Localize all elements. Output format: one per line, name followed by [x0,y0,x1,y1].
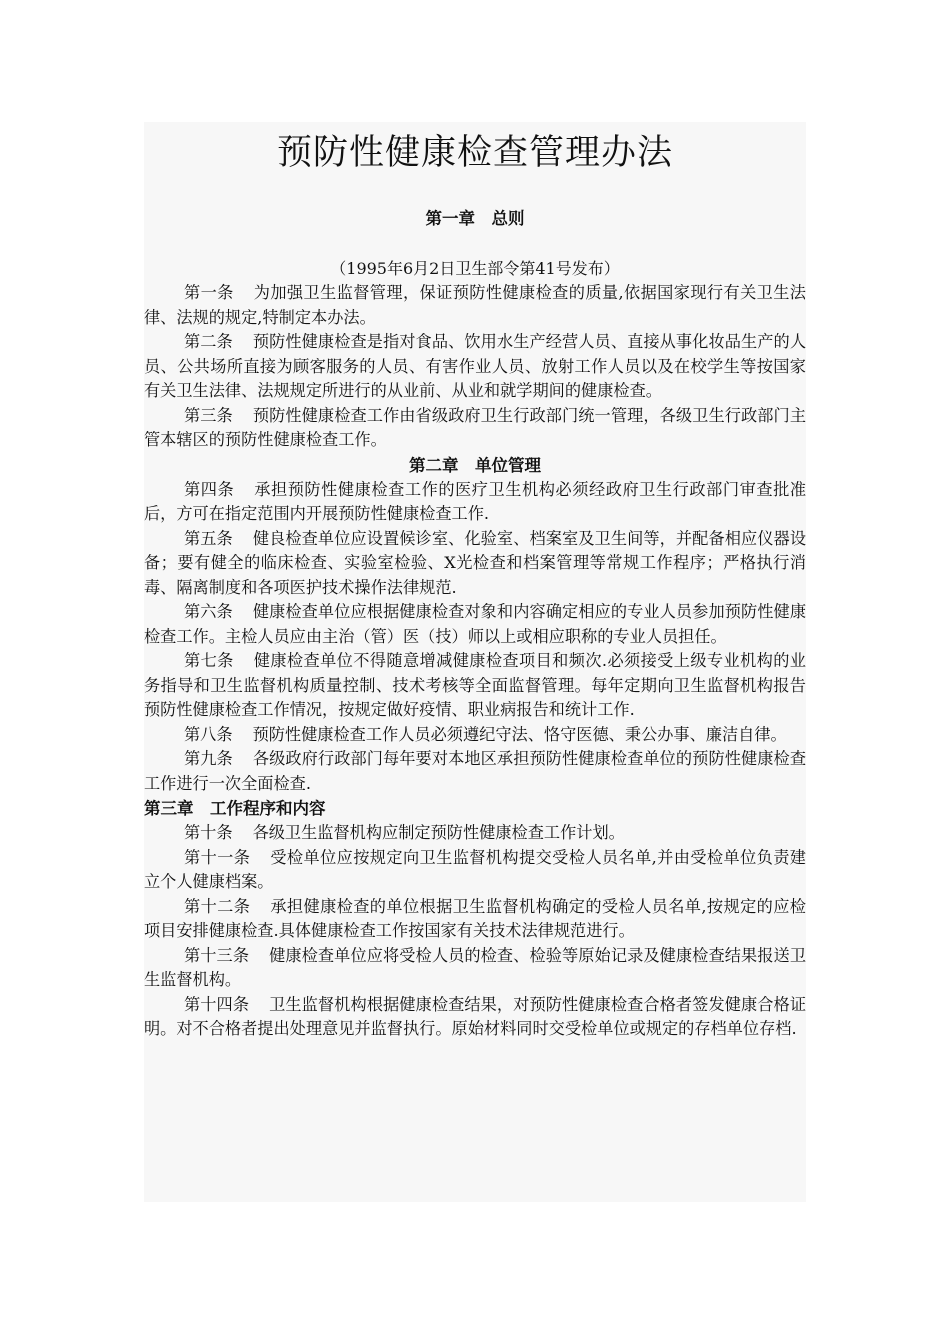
article: 第二条 预防性健康检查是指对食品、饮用水生产经营人员、直接从事化妆品生产的人员、公共场所直接为顾客服务的人员、有害作业人员、放射工作人员以及在校学生等按国家有关卫生法律、法规规定所进行的从业前、从业和就学期间的健康检查。 [144,332,807,400]
chapter-1-heading: 第一章 总则 [425,209,525,228]
article: 第三条 预防性健康检查工作由省级政府卫生行政部门统一管理，各级卫生行政部门主管本辖区的预防性健康检查工作。 [144,405,807,449]
article: 第四条 承担预防性健康检查工作的医疗卫生机构必须经政府卫生行政部门审查批准后，方可在指定范围内开展预防性健康检查工作. [144,479,807,523]
chapter-3-heading: 第三章 工作程序和内容 [144,799,326,818]
article: 第十一条 受检单位应按规定向卫生监督机构提交受检人员名单,并由受检单位负责建立个人健康档案。 [144,847,806,891]
article: 第十条 各级卫生监督机构应制定预防性健康检查工作计划。 [184,823,625,842]
article: 第十二条 承担健康检查的单位根据卫生监督机构确定的受检人员名单,按规定的应检项目安排健康检查.具体健康检查工作按国家有关技术法律规范进行。 [144,896,806,940]
article: 第六条 健康检查单位应根据健康检查对象和内容确定相应的专业人员参加预防性健康检查工作。主检人员应由主治（管）医（技）师以上或相应职称的专业人员担任。 [144,602,807,646]
article: 第八条 预防性健康检查工作人员必须遵纪守法、恪守医德、秉公办事、廉洁自律。 [184,724,787,744]
article: 第五条 健良检查单位应设置候诊室、化验室、档案室及卫生间等，并配备相应仪器设备；要有健全的临床检查、实验室检验、X光检查和档案管理等常规工作程序；严格执行消毒、隔离制度和各项医护技术操作法律规范. [144,528,807,597]
document-title: 预防性健康检查管理办法 [276,133,673,173]
article: 第七条 健康检查单位不得随意增减健康检查项目和频次.必须接受上级专业机构的业务指导和卫生监督机构质量控制、技术考核等全面监督管理。每年定期向卫生监督机构报告预防性健康检查工作情况，按规定做好疫情、职业病报告和统计工作. [144,651,806,719]
document-body [144,206,806,1042]
article: 第九条 各级政府行政部门每年要对本地区承担预防性健康检查单位的预防性健康检查工作进行一次全面检查. [144,749,807,793]
article: 第一条 为加强卫生监督管理，保证预防性健康检查的质量,依据国家现行有关卫生法律、法规的规定,特制定本办法。 [144,283,806,327]
article: 第十三条 健康检查单位应将受检人员的检查、检验等原始记录及健康检查结果报送卫生监督机构。 [144,945,807,989]
article: 第十四条 卫生监督机构根据健康检查结果，对预防性健康检查合格者签发健康合格证明。对不合格者提出处理意见并监督执行。原始材料同时交受检单位或规定的存档单位存档. [144,994,807,1038]
document-page [144,122,806,1202]
release-note: （1995年6月2日卫生部令第41号发布） [330,259,620,278]
chapter-2-heading: 第二章 单位管理 [409,455,541,475]
